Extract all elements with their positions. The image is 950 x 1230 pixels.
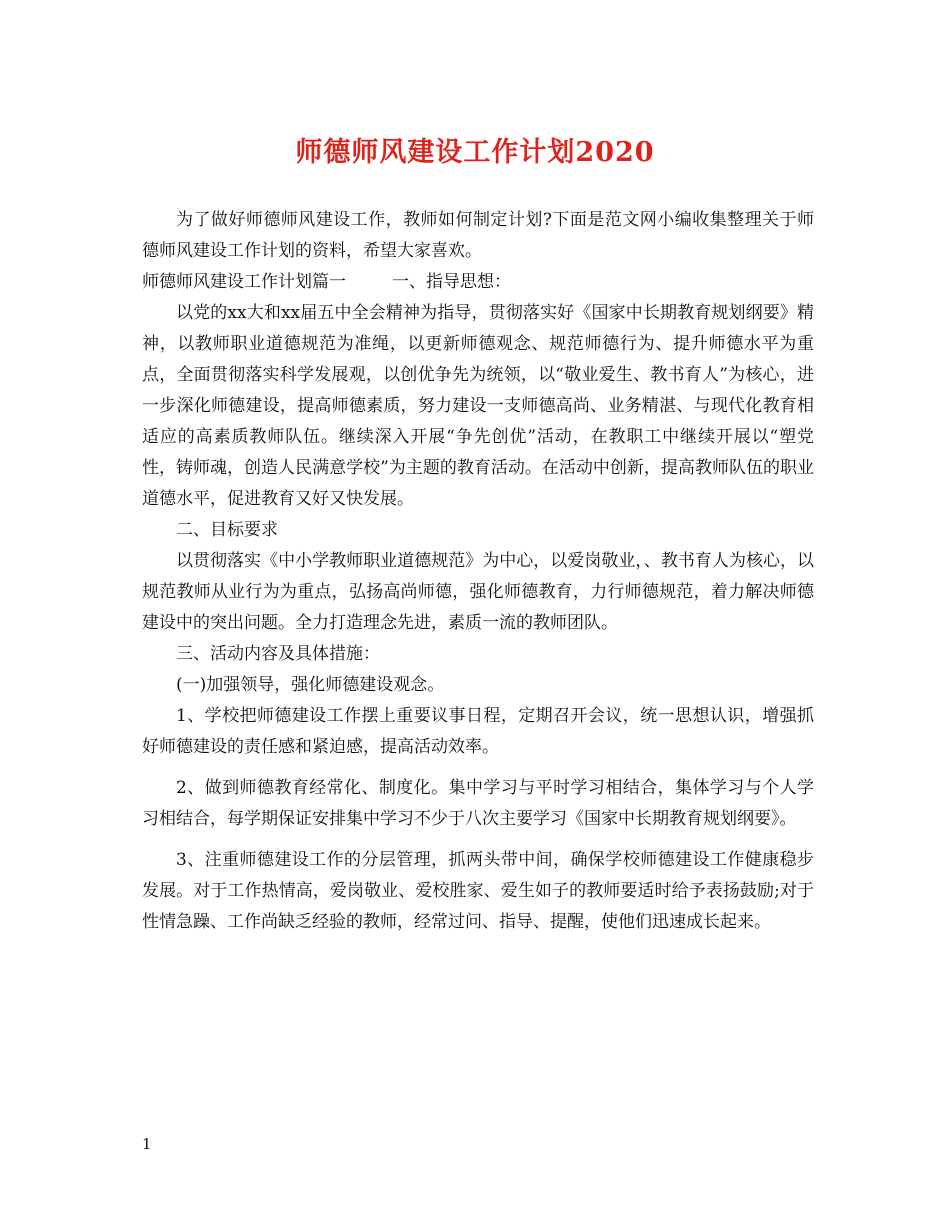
page-number: 1 xyxy=(142,1135,152,1153)
document-title: 师德师风建设工作计划2020 xyxy=(295,137,655,168)
heading-activities: 三、活动内容及具体措施： xyxy=(176,644,380,664)
list-item: 2、做到师德教育经常化、制度化。集中学习与平时学习相结合，集体学习与个人学习相结合，每学期保证安排集中学习不少于八次主要学习《国家中长期教育规划纲要》。 xyxy=(142,778,814,829)
document-body xyxy=(142,205,814,938)
paragraph-goals: 以贯彻落实《中小学教师职业道德规范》为中心，以爱岗敬业，、教书育人为核心，以规范教师从业行为为重点，弘扬高尚师德，强化师德教育，力行师德规范，着力解决师德建设中的突出问题。全力打造理念先进，素质一流的教师团队。 xyxy=(142,551,814,633)
heading-guiding-thought: 一、指导思想： xyxy=(392,272,511,292)
list-item: 3、注重师德建设工作的分层管理，抓两头带中间，确保学校师德建设工作健康稳步发展。对于工作热情高，爱岗敬业、爱校胜家、爱生如子的教师要适时给予表扬鼓励;对于性情急躁、工作尚缺乏经验的教师，经常过问、指导、提醒，使他们迅速成长起来。 xyxy=(142,850,814,932)
heading-goals: 二、目标要求 xyxy=(176,520,278,540)
section-label: 师德师风建设工作计划篇一 xyxy=(142,272,346,292)
section-line xyxy=(142,267,814,298)
list-item: 1、学校把师德建设工作摆上重要议事日程，定期召开会议，统一思想认识，增强抓好师德建设的责任感和紧迫感，提高活动效率。 xyxy=(142,706,814,757)
intro-paragraph: 为了做好师德师风建设工作，教师如何制定计划?下面是范文网小编收集整理关于师德师风建设工作计划的资料，希望大家喜欢。 xyxy=(142,210,814,261)
paragraph-guiding-thought: 以党的xx大和xx届五中全会精神为指导，贯彻落实好《国家中长期教育规划纲要》精神，以教师职业道德规范为准绳，以更新师德观念、规范师德行为、提升师德水平为重点，全面贯彻落实科学发展观，以创优争先为统领，以“敬业爱生、教书育人”为核心，进一步深化师德建设，提高师德素质，努力建设一支师德高尚、业务精湛、与现代化教育相适应的高素质教师队伍。继续深入开展“争先创优”活动，在教职工中继续开展以“塑党性，铸师魂，创造人民满意学校”为主题的教育活动。在活动中创新，提高教师队伍的职业道德水平，促进教育又好又快发展。 xyxy=(142,303,814,509)
subheading-leadership: (一)加强领导，强化师德建设观念。 xyxy=(176,675,445,695)
